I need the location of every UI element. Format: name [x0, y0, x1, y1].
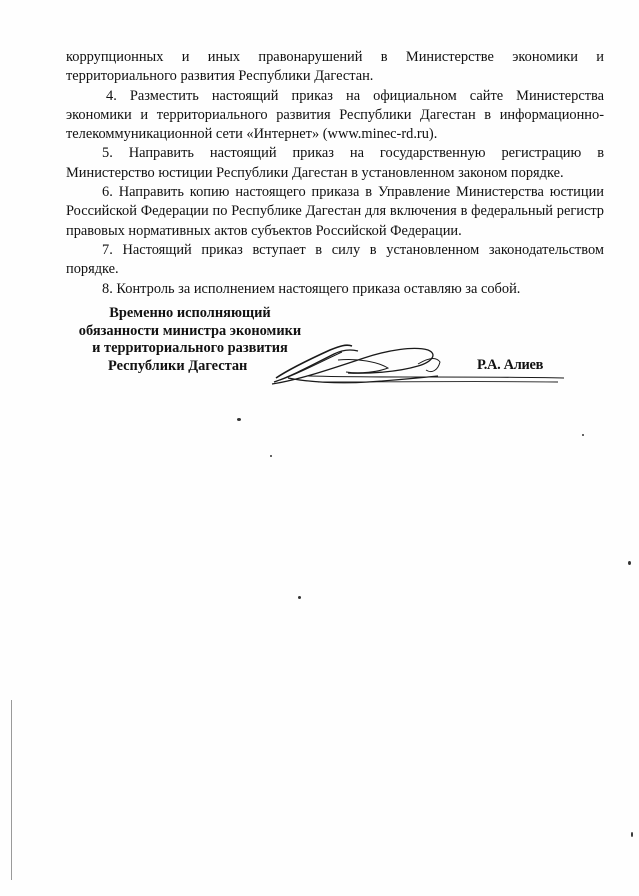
signatory-title-line: и территориального развития	[92, 340, 288, 356]
paragraph-continuation: коррупционных и иных правонарушений в Министерстве экономики и территориального развития Республики Дагестан.	[66, 49, 604, 85]
signatory-title-line: обязанности министра экономики	[78, 322, 302, 339]
scan-speck	[631, 832, 633, 837]
paragraph-item-6: 6. Направить копию настоящего приказа в Управление Министерства юстиции Российской Федерации по Республике Дагестан для включения в федеральный регистр правовых нормативных актов субъектов Российской Федерации.	[66, 184, 604, 239]
paragraph-item-7: 7. Настоящий приказ вступает в силу в установленном законодательством порядке.	[66, 241, 604, 278]
scan-speck	[237, 418, 241, 421]
scan-speck	[270, 455, 272, 457]
document-body	[66, 48, 604, 299]
signatory-title-line: Временно исполняющий	[109, 305, 271, 321]
paragraph-item-4: 4. Разместить настоящий приказ на официальном сайте Министерства экономики и территориального развития Республики Дагестан в информационно-телекоммуникационной сети «Интернет» (www.minec-rd.ru).	[66, 87, 604, 143]
scan-edge-line	[11, 700, 12, 880]
scan-speck	[298, 596, 301, 599]
scan-speck	[582, 434, 584, 436]
paragraph-item-8: 8. Контроль за исполнением настоящего приказа оставляю за собой.	[102, 280, 521, 297]
paragraph-item-5: 5. Направить настоящий приказ на государственную регистрацию в Министерство юстиции Республики Дагестан в установленном законом порядке.	[66, 145, 604, 181]
scan-speck	[628, 561, 631, 565]
signatory-name: Р.А. Алиев	[477, 357, 544, 373]
signatory-title-line: Республики Дагестан	[108, 357, 248, 374]
